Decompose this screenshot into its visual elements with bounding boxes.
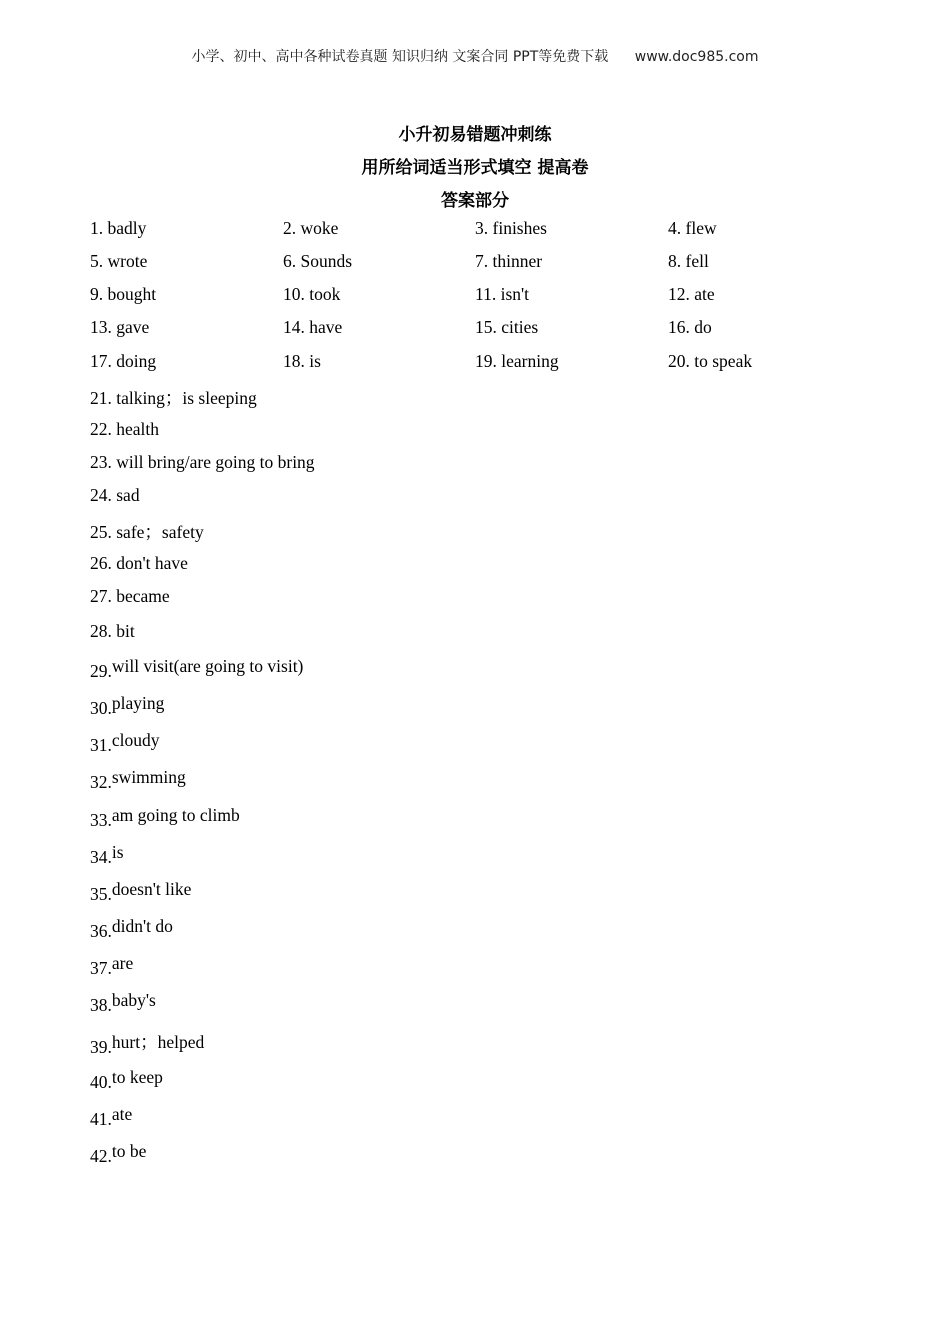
answer-number: 37. [90,958,112,978]
answer-text: swimming [111,767,186,787]
answer-item: 1. badly [90,218,147,238]
answer-number: 39. [90,1037,112,1057]
answer-line: 26. don't have [90,553,188,573]
answer-item: 12. ate [668,284,715,304]
answer-line [90,1104,133,1129]
answer-line [90,767,186,792]
page-header [0,46,950,66]
answer-item: 19. learning [475,351,559,371]
answer-item: 8. fell [668,251,709,271]
answer-item: 4. flew [668,218,717,238]
answer-text: cloudy [111,730,160,750]
answer-line: 23. will bring/are going to bring [90,452,315,472]
answer-line [90,1141,147,1166]
answer-line [90,916,173,941]
answer-number: 33. [90,810,112,830]
answer-number: 29. [90,661,112,681]
answer-number: 40. [90,1072,112,1092]
answer-line: 22. health [90,419,160,439]
answer-text: will visit(are going to visit) [111,656,304,676]
answer-section-title: 答案部分 [441,191,509,211]
answer-line [90,842,124,867]
answer-text: baby's [111,990,156,1010]
answer-line [90,953,134,978]
answer-item: 6. Sounds [283,251,353,271]
answer-item: 7. thinner [475,251,543,271]
answer-text: doesn't like [111,879,192,899]
answer-text: am going to climb [111,805,240,825]
answer-number: 32. [90,772,112,792]
answer-line [90,805,240,830]
answer-line [90,693,165,718]
answer-number: 38. [90,995,112,1015]
answer-item: 14. have [283,317,343,337]
answer-text: ate [111,1104,133,1124]
answer-item: 18. is [283,351,321,371]
answer-number: 35. [90,884,112,904]
answer-line: 27. became [90,586,170,606]
answer-item: 9. bought [90,284,157,304]
header-site-link[interactable]: www.doc985.com [634,49,759,65]
answer-item: 13. gave [90,317,150,337]
answer-line [90,990,156,1015]
answer-text: hurt；helped [111,1032,205,1052]
answer-line [90,879,192,904]
answer-text: didn't do [111,916,173,936]
answer-item: 20. to speak [668,351,753,371]
document-subtitle: 用所给词适当形式填空 提高卷 [361,158,589,178]
answer-text: is [111,842,124,862]
document-title: 小升初易错题冲刺练 [398,125,552,145]
answer-number: 30. [90,698,112,718]
answer-item: 3. finishes [475,218,547,238]
answer-line: 24. sad [90,485,140,505]
answer-item: 10. took [283,284,341,304]
answer-text: are [111,953,134,973]
answer-line [90,730,160,755]
answer-item: 16. do [668,317,712,337]
answer-number: 36. [90,921,112,941]
answer-number: 34. [90,847,112,867]
answer-item: 15. cities [475,317,539,337]
answer-line: 25. safe；safety [90,522,204,542]
answer-item: 11. isn't [475,284,530,304]
answer-line: 28. bit [90,621,135,641]
header-text: 小学、初中、高中各种试卷真题 知识归纳 文案合同 PPT等免费下载 [191,49,609,65]
answer-line [90,656,304,681]
answer-line [90,1067,163,1092]
answer-text: to be [111,1141,147,1161]
answer-text: to keep [111,1067,163,1087]
answer-number: 42. [90,1146,112,1166]
answer-number: 41. [90,1109,112,1129]
answer-item: 17. doing [90,351,157,371]
answer-number: 31. [90,735,112,755]
answer-item: 2. woke [283,218,339,238]
answer-text: playing [111,693,165,713]
answer-line: 21. talking；is sleeping [90,388,257,408]
answer-item: 5. wrote [90,251,148,271]
answer-line [90,1029,205,1057]
